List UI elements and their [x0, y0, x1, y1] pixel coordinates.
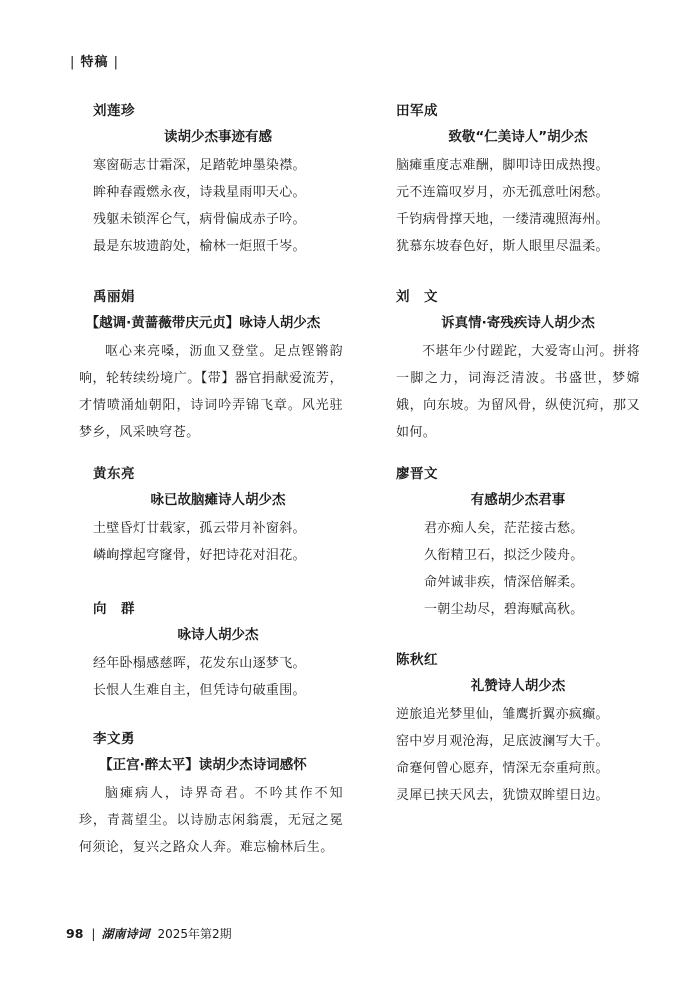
poem-title: 咏诗人胡少杰	[177, 627, 259, 643]
poem-li-wenyong	[79, 729, 343, 861]
poem-xiang-qun	[93, 599, 343, 729]
footer-separator: |	[91, 926, 96, 941]
poem-chen-qiuhong	[396, 650, 640, 809]
poem-huang-dongliang	[93, 464, 343, 599]
poem-title: 有感胡少杰君事	[470, 492, 566, 508]
poem-liu-lianzhen	[93, 101, 343, 287]
poem-title: 诉真情·寄残疾诗人胡少杰	[441, 315, 595, 331]
poem-author: 禹丽娟	[93, 289, 135, 305]
poem-line: 残躯未锁浑仑气，病骨偏成赤子吟。	[93, 212, 306, 227]
poem-yu-lijuan	[79, 287, 343, 464]
left-column	[79, 101, 343, 861]
poem-title: 咏已故脑瘫诗人胡少杰	[150, 492, 286, 508]
poem-line: 千钧病骨撑天地，一缕清魂照海州。	[396, 212, 609, 227]
poem-text: 呕心来亮嗓，沥血又登堂。足点铿锵韵响，轮转续纷境广。【带】器官捐献爱流芳，才情喷涌灿朝阳，诗词吟弄锦飞章。风光驻梦乡，风采映穹苍。	[79, 344, 343, 440]
poem-line: 最是东坡遗韵处，榆林一炬照千岑。	[93, 239, 306, 254]
poem-tian-juncheng	[396, 101, 640, 287]
poem-author: 陈秋红	[396, 652, 438, 668]
section-tag-label: 特稿	[80, 55, 109, 70]
issue-label: 2025年第2期	[157, 927, 232, 941]
poem-title: 【越调·黄蔷薇带庆元贞】咏诗人胡少杰	[85, 315, 321, 331]
poem-author: 廖晋文	[396, 466, 438, 482]
poem-line: 犹慕东坡春色好，斯人眼里尽温柔。	[396, 239, 609, 254]
poem-title: 【正宫·醉太平】读胡少杰诗词感怀	[99, 757, 307, 773]
poem-line: 窑中岁月观沧海，足底波澜写大千。	[396, 734, 609, 749]
poem-author: 田军成	[396, 103, 438, 119]
poem-author: 向 群	[93, 601, 135, 617]
poem-line: 长恨人生难自主，但凭诗句破重围。	[93, 683, 306, 698]
section-tag	[70, 51, 119, 70]
poem-liu-wen	[396, 287, 640, 464]
poem-line: 久衔精卫石，拟泛少陵舟。	[424, 548, 584, 563]
poem-title: 礼赞诗人胡少杰	[470, 678, 566, 694]
section-tag-left-bar: |	[70, 55, 81, 70]
poem-author: 黄东亮	[93, 466, 135, 482]
poem-line: 经年卧榻感慈晖，花发东山逐梦飞。	[93, 656, 306, 671]
poem-author: 刘莲珍	[93, 103, 135, 119]
poem-liao-jinwen	[396, 464, 640, 650]
poem-text: 不堪年少付蹉跎，大爱寄山河。拼将一脚之力，词海泛清波。书盛世，梦嫦娥，向东坡。为留风骨，纵使沉疴，那又如何。	[396, 344, 640, 440]
poem-line: 土壁昏灯廿载家，孤云带月补窗斜。	[93, 521, 306, 536]
poem-line: 一朝尘劫尽，碧海赋高秋。	[424, 602, 584, 617]
page-number: 98	[66, 926, 84, 941]
poem-line: 脑瘫重度志难酬，脚叩诗田成热搜。	[396, 158, 609, 173]
poem-author: 李文勇	[93, 731, 135, 747]
right-column	[396, 101, 640, 809]
poem-line: 君亦痴人矣，茫茫接古愁。	[424, 521, 584, 536]
poem-line: 逆旅追光梦里仙，雏鹰折翼亦疯癫。	[396, 707, 609, 722]
poem-text: 脑瘫病人，诗界奇君。不吟其作不知珍，青蒿望尘。以诗励志闲翁震，无冠之冕何须论，复兴之路众人奔。难忘榆林后生。	[79, 786, 343, 855]
section-tag-right-bar: |	[108, 55, 120, 70]
poem-line: 命蹇何曾心愿弃，情深无奈重疴煎。	[396, 761, 609, 776]
poem-line: 眸种春霞燃永夜，诗栽星雨叩天心。	[93, 185, 306, 200]
poem-line: 寒窗砺志廿霜深，足踏乾坤墨染襟。	[93, 158, 306, 173]
poem-line: 灵犀已挟天风去，犹馈双眸望日边。	[396, 788, 609, 803]
poem-line: 元不连篇叹岁月，亦无孤意吐闲愁。	[396, 185, 609, 200]
poem-title: 读胡少杰事迹有感	[164, 129, 272, 145]
page-footer	[66, 925, 232, 942]
poem-title: 致敬“仁美诗人”胡少杰	[448, 129, 588, 145]
poem-line: 嶙峋撑起穹窿骨，好把诗花对泪花。	[93, 548, 306, 563]
magazine-title: 湖南诗词	[101, 927, 150, 941]
poem-author: 刘 文	[396, 289, 438, 305]
poem-line: 命舛诚非疾，情深倍解柔。	[424, 575, 584, 590]
